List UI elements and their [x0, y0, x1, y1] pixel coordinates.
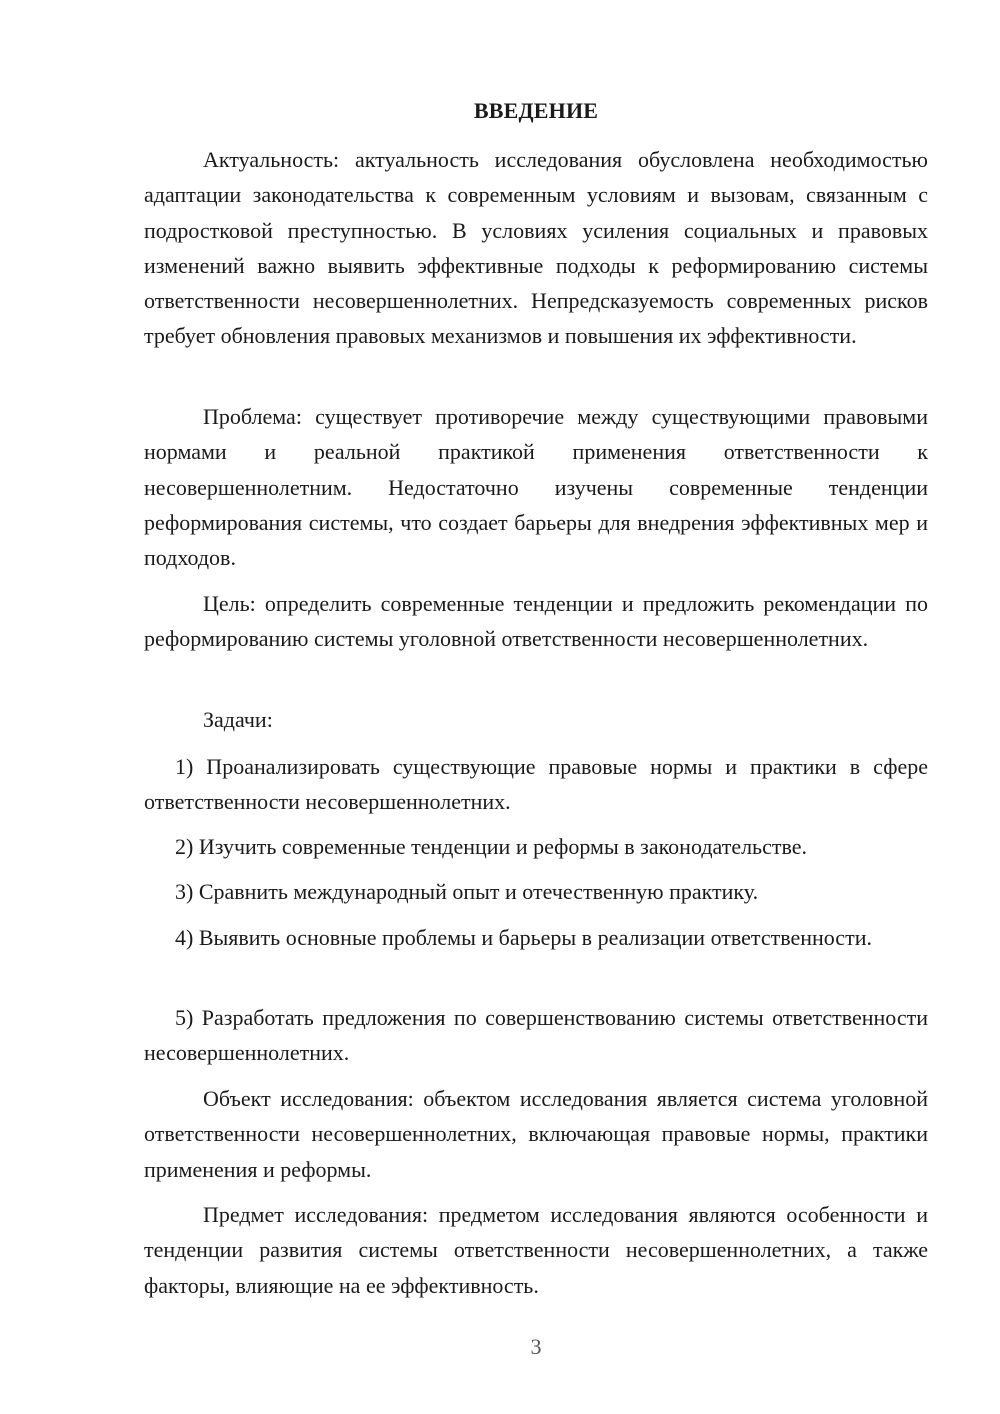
task-item-5: 5) Разработать предложения по совершенствованию системы ответственности несовершеннолетних. — [144, 1005, 928, 1066]
paragraph-object: Объект исследования: объектом исследования является система уголовной ответственности несовершеннолетних, включающая правовые нормы, практики применения и реформы. — [144, 1086, 928, 1182]
page-title: ВВЕДЕНИЕ — [473, 98, 599, 123]
paragraph-problem: Проблема: существует противоречие между существующими правовыми нормами и реальной практикой применения ответственности к несовершеннолетним. Недостаточно изучены современные тенденции реформирования системы, что создает барьеры для внедрения эффективных мер и подходов. — [144, 404, 928, 571]
task-item-1: 1) Проанализировать существующие правовые нормы и практики в сфере ответственности несовершеннолетних. — [144, 754, 928, 815]
task-item-4: 4) Выявить основные проблемы и барьеры в реализации ответственности. — [175, 925, 872, 950]
task-item-3: 3) Сравнить международный опыт и отечественную практику. — [175, 879, 759, 904]
paragraph-goal: Цель: определить современные тенденции и предложить рекомендации по реформированию системы уголовной ответственности несовершеннолетних. — [144, 591, 928, 652]
task-item-2: 2) Изучить современные тенденции и реформы в законодательстве. — [175, 834, 807, 859]
paragraph-relevance: Актуальность: актуальность исследования обусловлена необходимостью адаптации законодательства к современным условиям и вызовам, связанным с подростковой преступностью. В условиях усиления социальных и правовых изменений важно выявить эффективные подходы к реформированию системы ответственности несовершеннолетних. Непредсказуемость современных рисков требует обновления правовых механизмов и повышения их эффективности. — [144, 147, 928, 349]
page-number: 3 — [530, 1334, 542, 1359]
tasks-heading: Задачи: — [203, 707, 273, 732]
paragraph-subject: Предмет исследования: предметом исследования являются особенности и тенденции развития системы ответственности несовершеннолетних, а также факторы, влияющие на ее эффективность. — [144, 1202, 928, 1298]
